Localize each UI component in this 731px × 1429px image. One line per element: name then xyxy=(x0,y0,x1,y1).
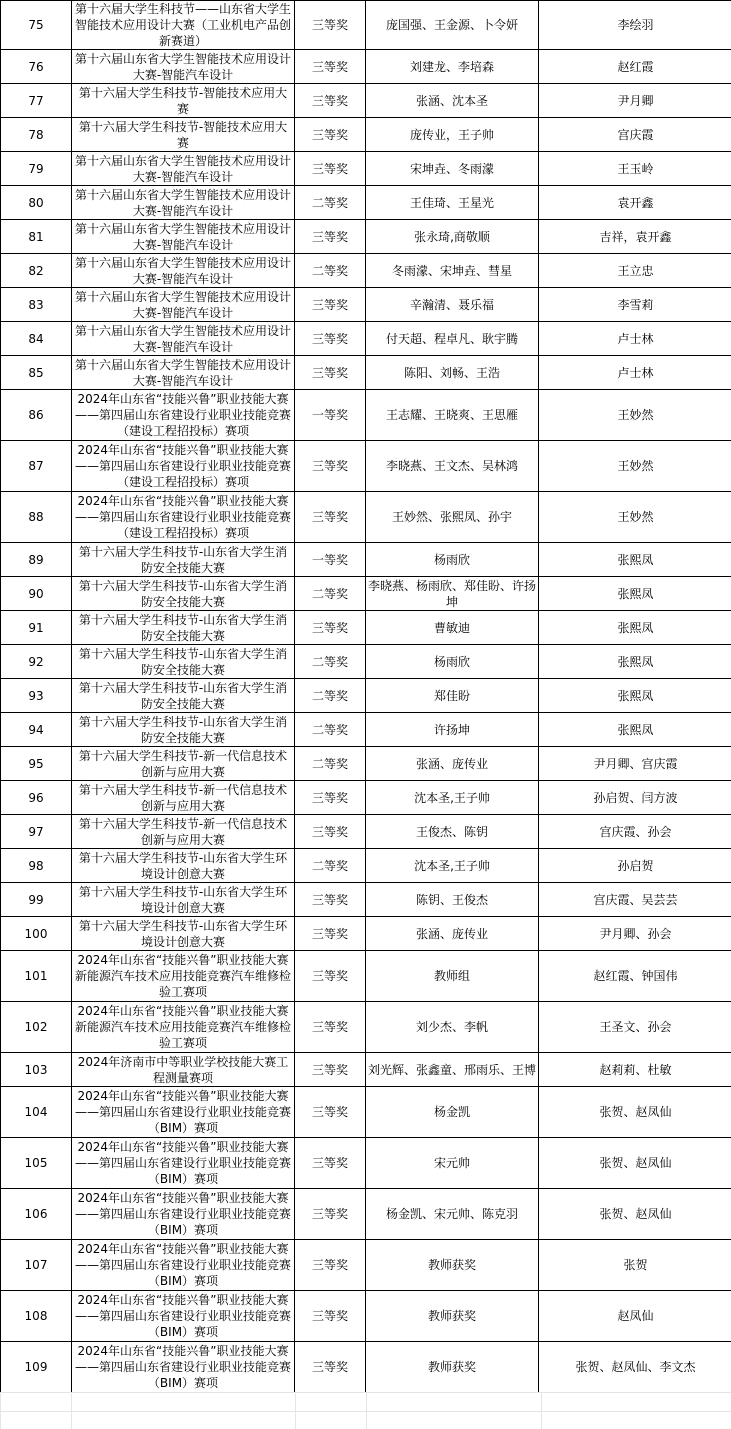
cell-competition[interactable]: 第十六届大学生科技节-智能技术应用大赛 xyxy=(72,84,295,118)
table-row xyxy=(1,917,731,951)
cell-members[interactable]: 刘建龙、李培森 xyxy=(366,50,539,84)
cell-number[interactable]: 99 xyxy=(1,883,72,917)
cell-competition[interactable]: 第十六届大学生科技节-新一代信息技术创新与应用大赛 xyxy=(72,815,295,849)
cell-competition[interactable]: 第十六届大学生科技节-山东省大学生消防安全技能大赛 xyxy=(72,713,295,747)
table-row xyxy=(1,1189,731,1240)
table-row xyxy=(1,84,731,118)
cell-advisor[interactable]: 李雪莉 xyxy=(539,288,731,322)
cell-number[interactable]: 92 xyxy=(1,645,72,679)
cell-competition[interactable]: 第十六届大学生科技节-新一代信息技术创新与应用大赛 xyxy=(72,747,295,781)
cell-number[interactable]: 83 xyxy=(1,288,72,322)
cell-number[interactable]: 103 xyxy=(1,1053,72,1087)
cell-number[interactable]: 91 xyxy=(1,611,72,645)
cell-advisor[interactable]: 王立忠 xyxy=(539,254,731,288)
cell-competition[interactable]: 第十六届大学生科技节-山东省大学生消防安全技能大赛 xyxy=(72,543,295,577)
cell-members[interactable]: 教师获奖 xyxy=(366,1240,539,1291)
cell-members[interactable]: 杨雨欣 xyxy=(366,543,539,577)
cell-number[interactable]: 98 xyxy=(1,849,72,883)
cell-competition[interactable]: 2024年山东省“技能兴鲁”职业技能大赛新能源汽车技术应用技能竞赛汽车维修检验工赛项 xyxy=(72,1002,295,1053)
cell-advisor[interactable]: 王玉岭 xyxy=(539,152,731,186)
table-row xyxy=(1,849,731,883)
cell-advisor[interactable]: 王妙然 xyxy=(539,492,731,543)
cell-award[interactable]: 三等奖 xyxy=(295,951,366,1002)
table-row xyxy=(1,254,731,288)
cell-competition[interactable]: 第十六届山东省大学生智能技术应用设计大赛-智能汽车设计 xyxy=(72,254,295,288)
cell-award[interactable]: 三等奖 xyxy=(295,322,366,356)
cell-number[interactable]: 89 xyxy=(1,543,72,577)
cell-members[interactable]: 教师组 xyxy=(366,951,539,1002)
cell-number[interactable]: 88 xyxy=(1,492,72,543)
table-row xyxy=(1,679,731,713)
cell-competition[interactable]: 2024年山东省“技能兴鲁”职业技能大赛——第四届山东省建设行业职业技能竞赛（BIM）赛项 xyxy=(72,1291,295,1342)
cell-award[interactable]: 三等奖 xyxy=(295,883,366,917)
cell-award[interactable]: 三等奖 xyxy=(295,1189,366,1240)
table-row xyxy=(1,390,731,441)
cell-advisor[interactable]: 张贺、赵凤仙 xyxy=(539,1138,731,1189)
cell-number[interactable]: 104 xyxy=(1,1087,72,1138)
cell-members[interactable]: 刘光辉、张鑫童、邢雨乐、王博 xyxy=(366,1053,539,1087)
cell-number[interactable]: 81 xyxy=(1,220,72,254)
cell-award[interactable]: 二等奖 xyxy=(295,254,366,288)
cell-award[interactable]: 二等奖 xyxy=(295,645,366,679)
cell-competition[interactable]: 第十六届大学生科技节-山东省大学生环境设计创意大赛 xyxy=(72,849,295,883)
cell-members[interactable]: 刘少杰、李帆 xyxy=(366,1002,539,1053)
cell-advisor[interactable]: 张熙凤 xyxy=(539,713,731,747)
cell-number[interactable]: 85 xyxy=(1,356,72,390)
cell-competition[interactable]: 第十六届大学生科技节-山东省大学生消防安全技能大赛 xyxy=(72,577,295,611)
cell-advisor[interactable]: 李绘羽 xyxy=(539,1,731,50)
cell-advisor[interactable]: 张熙凤 xyxy=(539,645,731,679)
cell-number[interactable]: 80 xyxy=(1,186,72,220)
cell-award[interactable]: 三等奖 xyxy=(295,492,366,543)
cell-advisor[interactable]: 赵红霞、钟国伟 xyxy=(539,951,731,1002)
cell-competition[interactable]: 第十六届山东省大学生智能技术应用设计大赛-智能汽车设计 xyxy=(72,220,295,254)
cell-number[interactable]: 84 xyxy=(1,322,72,356)
table-row xyxy=(1,1002,731,1053)
cell-competition[interactable]: 第十六届大学生科技节——山东省大学生智能技术应用设计大赛（工业机电产品创新赛道） xyxy=(72,1,295,50)
cell-advisor[interactable]: 赵莉莉、杜敏 xyxy=(539,1053,731,1087)
cell-competition[interactable]: 第十六届山东省大学生智能技术应用设计大赛-智能汽车设计 xyxy=(72,50,295,84)
cell-number[interactable]: 86 xyxy=(1,390,72,441)
table-row xyxy=(1,645,731,679)
cell-competition[interactable]: 第十六届大学生科技节-山东省大学生消防安全技能大赛 xyxy=(72,679,295,713)
table-row xyxy=(1,1240,731,1291)
cell-award[interactable]: 三等奖 xyxy=(295,611,366,645)
cell-advisor[interactable]: 尹月卿 xyxy=(539,84,731,118)
cell-advisor[interactable]: 张熙凤 xyxy=(539,611,731,645)
cell-award[interactable]: 二等奖 xyxy=(295,713,366,747)
cell-members[interactable]: 张涵、庞传业 xyxy=(366,747,539,781)
cell-award[interactable]: 三等奖 xyxy=(295,815,366,849)
cell-award[interactable]: 二等奖 xyxy=(295,577,366,611)
cell-members[interactable]: 教师获奖 xyxy=(366,1342,539,1393)
cell-competition[interactable]: 2024年济南市中等职业学校技能大赛工程测量赛项 xyxy=(72,1053,295,1087)
cell-award[interactable]: 三等奖 xyxy=(295,356,366,390)
cell-number[interactable]: 77 xyxy=(1,84,72,118)
cell-members[interactable]: 王佳琦、王星光 xyxy=(366,186,539,220)
cell-members[interactable]: 付天超、程卓凡、耿宇腾 xyxy=(366,322,539,356)
cell-award[interactable]: 三等奖 xyxy=(295,50,366,84)
cell-award[interactable]: 二等奖 xyxy=(295,849,366,883)
cell-advisor[interactable]: 宫庆霞、孙会 xyxy=(539,815,731,849)
cell-advisor[interactable]: 张熙凤 xyxy=(539,679,731,713)
cell-advisor[interactable]: 宫庆霞、吴芸芸 xyxy=(539,883,731,917)
cell-number[interactable]: 96 xyxy=(1,781,72,815)
cell-competition[interactable]: 2024年山东省“技能兴鲁”职业技能大赛——第四届山东省建设行业职业技能竞赛（建设工程招投标）赛项 xyxy=(72,492,295,543)
cell-competition[interactable]: 第十六届大学生科技节-山东省大学生环境设计创意大赛 xyxy=(72,917,295,951)
table-row xyxy=(1,951,731,1002)
cell-number[interactable]: 76 xyxy=(1,50,72,84)
cell-advisor[interactable]: 卢士林 xyxy=(539,322,731,356)
cell-members[interactable]: 陈钥、王俊杰 xyxy=(366,883,539,917)
cell-number[interactable]: 105 xyxy=(1,1138,72,1189)
table-row xyxy=(1,356,731,390)
cell-members[interactable]: 庞国强、王金源、卜令妍 xyxy=(366,1,539,50)
cell-award[interactable]: 一等奖 xyxy=(295,390,366,441)
cell-number[interactable]: 93 xyxy=(1,679,72,713)
cell-number[interactable]: 109 xyxy=(1,1342,72,1393)
cell-number[interactable]: 79 xyxy=(1,152,72,186)
cell-award[interactable]: 二等奖 xyxy=(295,747,366,781)
cell-advisor[interactable]: 尹月卿、宫庆霞 xyxy=(539,747,731,781)
cell-number[interactable]: 95 xyxy=(1,747,72,781)
cell-competition[interactable]: 2024年山东省“技能兴鲁”职业技能大赛——第四届山东省建设行业职业技能竞赛（建设工程招投标）赛项 xyxy=(72,441,295,492)
cell-number[interactable]: 82 xyxy=(1,254,72,288)
cell-award[interactable]: 三等奖 xyxy=(295,1138,366,1189)
table-row xyxy=(1,1138,731,1189)
cell-members[interactable]: 张永琦,商敬顺 xyxy=(366,220,539,254)
cell-competition[interactable]: 第十六届山东省大学生智能技术应用设计大赛-智能汽车设计 xyxy=(72,322,295,356)
table-row xyxy=(1,1087,731,1138)
cell-advisor[interactable]: 张贺、赵凤仙 xyxy=(539,1189,731,1240)
table-row xyxy=(1,781,731,815)
table-row xyxy=(1,288,731,322)
cell-number[interactable]: 87 xyxy=(1,441,72,492)
cell-award[interactable]: 三等奖 xyxy=(295,917,366,951)
cell-members[interactable]: 李晓燕、杨雨欣、郑佳盼、许扬坤 xyxy=(366,577,539,611)
cell-award[interactable]: 三等奖 xyxy=(295,1002,366,1053)
table-row xyxy=(1,220,731,254)
cell-advisor[interactable]: 张贺、赵凤仙、李文杰 xyxy=(539,1342,731,1393)
cell-members[interactable]: 教师获奖 xyxy=(366,1291,539,1342)
cell-members[interactable]: 李晓燕、王文杰、吴林鸿 xyxy=(366,441,539,492)
table-row xyxy=(1,713,731,747)
cell-advisor[interactable]: 王妙然 xyxy=(539,390,731,441)
cell-number[interactable]: 75 xyxy=(1,1,72,50)
cell-award[interactable]: 三等奖 xyxy=(295,1342,366,1393)
cell-award[interactable]: 一等奖 xyxy=(295,543,366,577)
cell-advisor[interactable]: 赵红霞 xyxy=(539,50,731,84)
cell-award[interactable]: 三等奖 xyxy=(295,118,366,152)
cell-advisor[interactable]: 张贺、赵凤仙 xyxy=(539,1087,731,1138)
cell-members[interactable]: 许扬坤 xyxy=(366,713,539,747)
table-row xyxy=(1,611,731,645)
cell-competition[interactable]: 2024年山东省“技能兴鲁”职业技能大赛——第四届山东省建设行业职业技能竞赛（建设工程招投标）赛项 xyxy=(72,390,295,441)
cell-award[interactable]: 三等奖 xyxy=(295,220,366,254)
cell-advisor[interactable]: 张贺 xyxy=(539,1240,731,1291)
table-row xyxy=(1,152,731,186)
cell-competition[interactable]: 第十六届大学生科技节-山东省大学生消防安全技能大赛 xyxy=(72,611,295,645)
cell-advisor[interactable]: 吉祥，袁开鑫 xyxy=(539,220,731,254)
cell-number[interactable]: 106 xyxy=(1,1189,72,1240)
cell-members[interactable]: 沈本圣,王子帅 xyxy=(366,781,539,815)
table-row xyxy=(1,543,731,577)
cell-advisor[interactable]: 卢士林 xyxy=(539,356,731,390)
cell-members[interactable]: 杨金凯 xyxy=(366,1087,539,1138)
cell-competition[interactable]: 2024年山东省“技能兴鲁”职业技能大赛——第四届山东省建设行业职业技能竞赛（BIM）赛项 xyxy=(72,1087,295,1138)
cell-competition[interactable]: 2024年山东省“技能兴鲁”职业技能大赛新能源汽车技术应用技能竞赛汽车维修检验工赛项 xyxy=(72,951,295,1002)
cell-award[interactable]: 三等奖 xyxy=(295,441,366,492)
table-row xyxy=(1,1342,731,1393)
table-row xyxy=(1,1291,731,1342)
cell-award[interactable]: 三等奖 xyxy=(295,84,366,118)
cell-number[interactable]: 107 xyxy=(1,1240,72,1291)
cell-members[interactable]: 冬雨濛、宋坤垚、彗星 xyxy=(366,254,539,288)
cell-competition[interactable]: 第十六届大学生科技节-山东省大学生消防安全技能大赛 xyxy=(72,645,295,679)
cell-advisor[interactable]: 张熙凤 xyxy=(539,577,731,611)
awards-table-body xyxy=(1,1,731,1393)
cell-award[interactable]: 三等奖 xyxy=(295,1,366,50)
cell-members[interactable]: 张涵、沈本圣 xyxy=(366,84,539,118)
cell-advisor[interactable]: 宫庆霞 xyxy=(539,118,731,152)
cell-number[interactable]: 78 xyxy=(1,118,72,152)
cell-members[interactable]: 杨雨欣 xyxy=(366,645,539,679)
cell-members[interactable]: 王妙然、张熙凤、孙宇 xyxy=(366,492,539,543)
cell-members[interactable]: 陈阳、刘畅、王浩 xyxy=(366,356,539,390)
cell-advisor[interactable]: 赵凤仙 xyxy=(539,1291,731,1342)
cell-advisor[interactable]: 王圣文、孙会 xyxy=(539,1002,731,1053)
cell-award[interactable]: 三等奖 xyxy=(295,781,366,815)
table-row xyxy=(1,577,731,611)
cell-members[interactable]: 宋元帅 xyxy=(366,1138,539,1189)
cell-award[interactable]: 三等奖 xyxy=(295,152,366,186)
table-row xyxy=(1,441,731,492)
cell-competition[interactable]: 第十六届大学生科技节-新一代信息技术创新与应用大赛 xyxy=(72,781,295,815)
empty-grid-area xyxy=(0,1392,731,1429)
cell-members[interactable]: 曹敏迪 xyxy=(366,611,539,645)
cell-competition[interactable]: 2024年山东省“技能兴鲁”职业技能大赛——第四届山东省建设行业职业技能竞赛（BIM）赛项 xyxy=(72,1342,295,1393)
cell-number[interactable]: 97 xyxy=(1,815,72,849)
cell-number[interactable]: 94 xyxy=(1,713,72,747)
cell-award[interactable]: 三等奖 xyxy=(295,1291,366,1342)
cell-competition[interactable]: 第十六届山东省大学生智能技术应用设计大赛-智能汽车设计 xyxy=(72,356,295,390)
cell-award[interactable]: 三等奖 xyxy=(295,1053,366,1087)
cell-number[interactable]: 90 xyxy=(1,577,72,611)
cell-number[interactable]: 102 xyxy=(1,1002,72,1053)
cell-members[interactable]: 张涵、庞传业 xyxy=(366,917,539,951)
table-row xyxy=(1,322,731,356)
cell-number[interactable]: 100 xyxy=(1,917,72,951)
cell-competition[interactable]: 第十六届大学生科技节-山东省大学生环境设计创意大赛 xyxy=(72,883,295,917)
table-row xyxy=(1,1,731,50)
cell-members[interactable]: 杨金凯、宋元帅、陈克羽 xyxy=(366,1189,539,1240)
cell-award[interactable]: 二等奖 xyxy=(295,679,366,713)
cell-competition[interactable]: 第十六届山东省大学生智能技术应用设计大赛-智能汽车设计 xyxy=(72,152,295,186)
cell-award[interactable]: 三等奖 xyxy=(295,288,366,322)
cell-advisor[interactable]: 孙启贺 xyxy=(539,849,731,883)
table-row xyxy=(1,50,731,84)
cell-award[interactable]: 三等奖 xyxy=(295,1087,366,1138)
cell-award[interactable]: 三等奖 xyxy=(295,1240,366,1291)
cell-members[interactable]: 宋坤垚、冬雨濛 xyxy=(366,152,539,186)
cell-number[interactable]: 101 xyxy=(1,951,72,1002)
cell-competition[interactable]: 2024年山东省“技能兴鲁”职业技能大赛——第四届山东省建设行业职业技能竞赛（BIM）赛项 xyxy=(72,1189,295,1240)
table-row xyxy=(1,186,731,220)
table-row xyxy=(1,815,731,849)
table-row xyxy=(1,492,731,543)
cell-competition[interactable]: 2024年山东省“技能兴鲁”职业技能大赛——第四届山东省建设行业职业技能竞赛（BIM）赛项 xyxy=(72,1240,295,1291)
table-row xyxy=(1,1053,731,1087)
cell-competition[interactable]: 第十六届山东省大学生智能技术应用设计大赛-智能汽车设计 xyxy=(72,288,295,322)
cell-competition[interactable]: 2024年山东省“技能兴鲁”职业技能大赛——第四届山东省建设行业职业技能竞赛（BIM）赛项 xyxy=(72,1138,295,1189)
cell-members[interactable]: 庞传业，王子帅 xyxy=(366,118,539,152)
cell-competition[interactable]: 第十六届大学生科技节-智能技术应用大赛 xyxy=(72,118,295,152)
table-row xyxy=(1,747,731,781)
cell-members[interactable]: 王志耀、王晓爽、王思雁 xyxy=(366,390,539,441)
table-row xyxy=(1,118,731,152)
cell-members[interactable]: 沈本圣,王子帅 xyxy=(366,849,539,883)
cell-members[interactable]: 辛瀚清、聂乐福 xyxy=(366,288,539,322)
cell-competition[interactable]: 第十六届山东省大学生智能技术应用设计大赛-智能汽车设计 xyxy=(72,186,295,220)
cell-advisor[interactable]: 袁开鑫 xyxy=(539,186,731,220)
cell-advisor[interactable]: 王妙然 xyxy=(539,441,731,492)
cell-advisor[interactable]: 张熙凤 xyxy=(539,543,731,577)
cell-advisor[interactable]: 尹月卿、孙会 xyxy=(539,917,731,951)
table-row xyxy=(1,883,731,917)
cell-advisor[interactable]: 孙启贺、闫方波 xyxy=(539,781,731,815)
cell-award[interactable]: 二等奖 xyxy=(295,186,366,220)
cell-members[interactable]: 王俊杰、陈钥 xyxy=(366,815,539,849)
cell-number[interactable]: 108 xyxy=(1,1291,72,1342)
cell-members[interactable]: 郑佳盼 xyxy=(366,679,539,713)
